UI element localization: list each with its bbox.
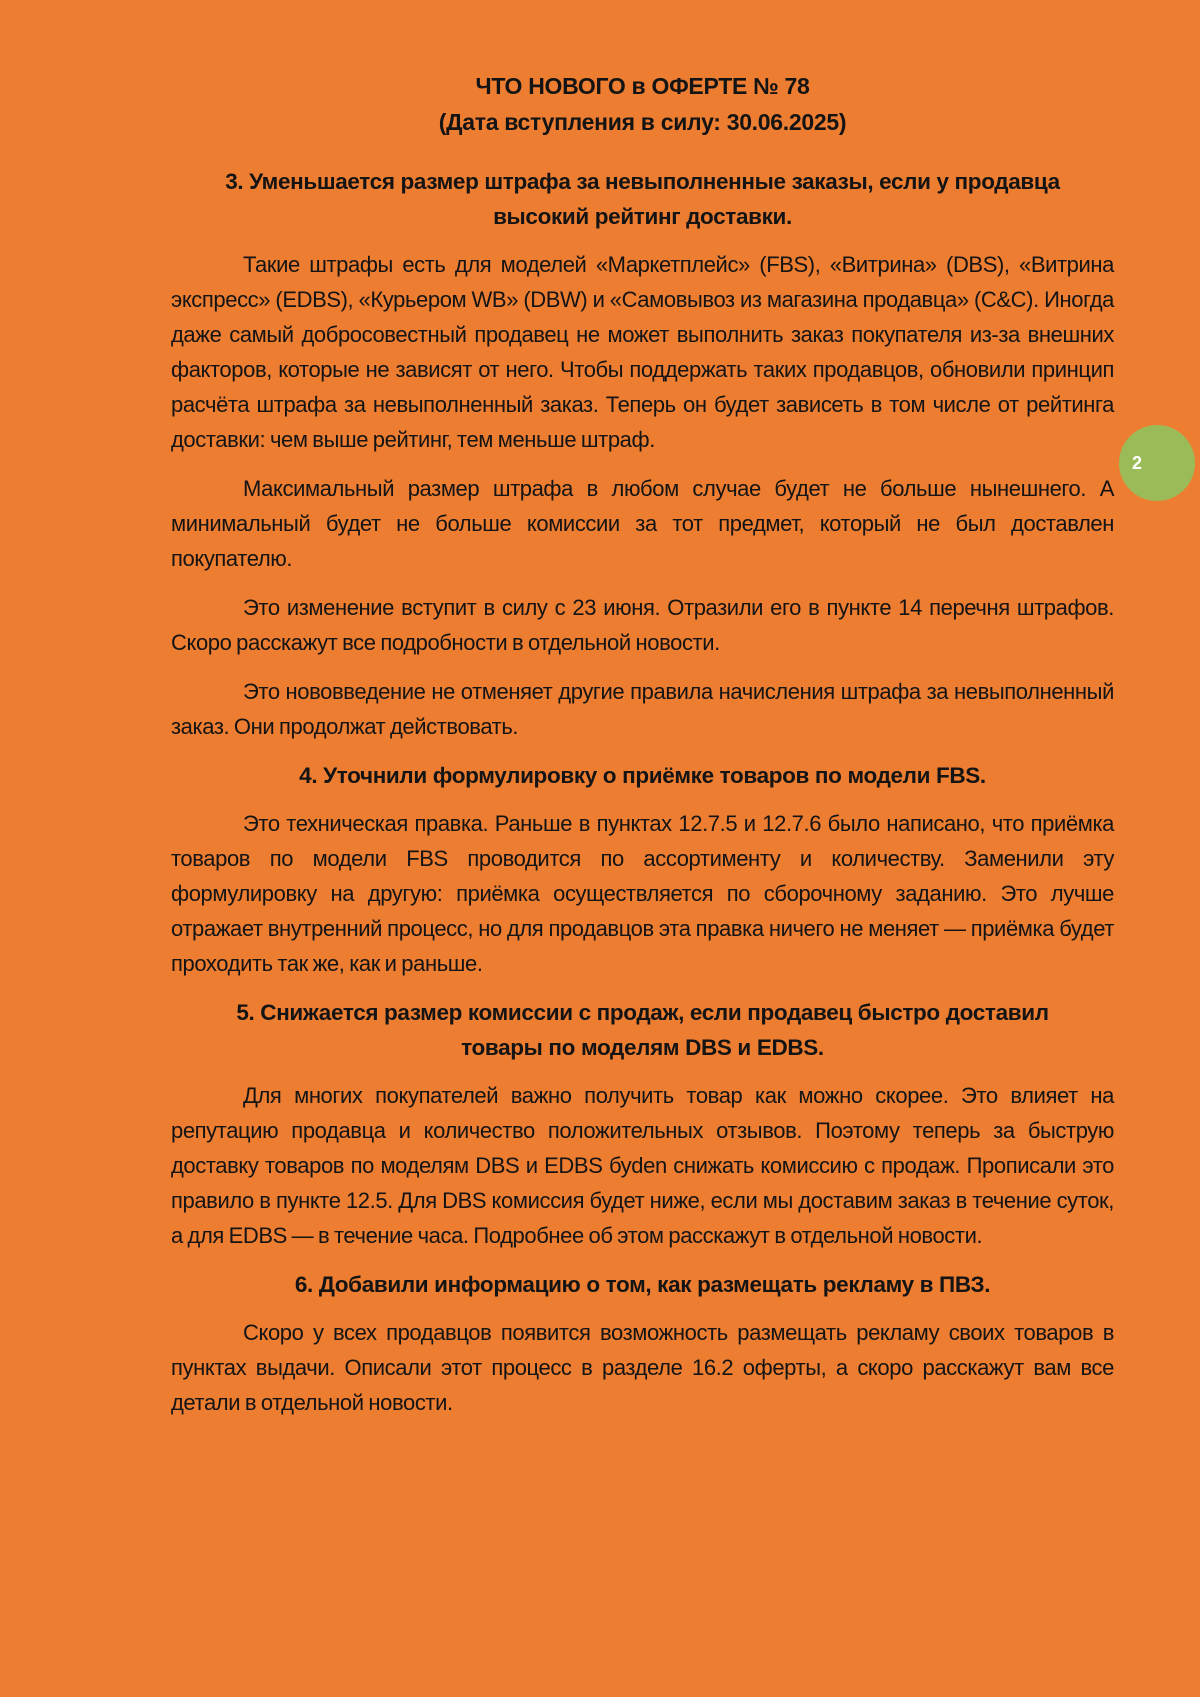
paragraph: Это техническая правка. Раньше в пунктах 12.7.5 и 12.7.6 было написано, что приёмка товаров по модели FBS проводится по ассортименту и количеству. Заменили эту формулировку на другую: приёмка осуществляется по сборочному заданию. Это лучше отражает внутренний процесс, но для продавцов эта правка ничего не меняет — приёмка будет проходить так же, как и раньше. [171,811,1114,976]
document-title: ЧТО НОВОГО в ОФЕРТЕ № 78 [475,73,810,99]
document-page [171,68,1114,1434]
paragraph: Это нововведение не отменяет другие правила начисления штрафа за невыполненный заказ. Они продолжат действовать. [171,679,1114,739]
paragraph: Такие штрафы есть для моделей «Маркетплейс» (FBS), «Витрина» (DBS), «Витрина экспресс» (EDBS), «Курьером WB» (DBW) и «Самовывоз из магазина продавца» (C&C). Иногда даже самый добросовестный продавец не может выполнить заказ покупателя из-за внешних факторов, которые не зависят от него. Чтобы поддержать таких продавцов, обновили принцип расчёта штрафа за невыполненный заказ. Теперь он будет зависеть в том числе от рейтинга доставки: чем выше рейтинг, тем меньше штраф. [171,252,1114,452]
section-heading: 3. Уменьшается размер штрафа за невыполненные заказы, если у продавца высокий рейтинг доставки. [225,169,1060,229]
section-5 [171,995,1114,1253]
section-3 [171,164,1114,744]
page-number-badge: 2 [1119,425,1195,501]
section-4 [171,758,1114,981]
document-subtitle: (Дата вступления в силу: 30.06.2025) [438,109,847,135]
paragraph: Максимальный размер штрафа в любом случае будет не больше нынешнего. А минимальный будет не больше комиссии за тот предмет, который не был доставлен покупателю. [171,476,1114,571]
paragraph: Для многих покупателей важно получить товар как можно скорее. Это влияет на репутацию продавца и количество положительных отзывов. Поэтому теперь за быструю доставку товаров по моделям DBS и EDBS буdеn снижать комиссию с продаж. Прописали это правило в пункте 12.5. Для DBS комиссия будет ниже, если мы доставим заказ в течение суток, а для EDBS — в течение часа. Подробнее об этом расскажут в отдельной новости. [171,1083,1114,1248]
paragraph: Это изменение вступит в силу с 23 июня. Отразили его в пункте 14 перечня штрафов. Скоро расскажут все подробности в отдельной новости. [171,595,1114,655]
section-heading: 6. Добавили информацию о том, как размещать рекламу в ПВЗ. [294,1272,991,1297]
section-heading: 4. Уточнили формулировку о приёмке товаров по модели FBS. [299,763,986,788]
section-6 [171,1267,1114,1420]
paragraph: Скоро у всех продавцов появится возможность размещать рекламу своих товаров в пунктах выдачи. Описали этот процесс в разделе 16.2 оферты, а скоро расскажут вам все детали в отдельной новости. [171,1320,1114,1415]
section-heading: 5. Снижается размер комиссии с продаж, если продавец быстро доставил товары по моделям DBS и EDBS. [236,1000,1049,1060]
